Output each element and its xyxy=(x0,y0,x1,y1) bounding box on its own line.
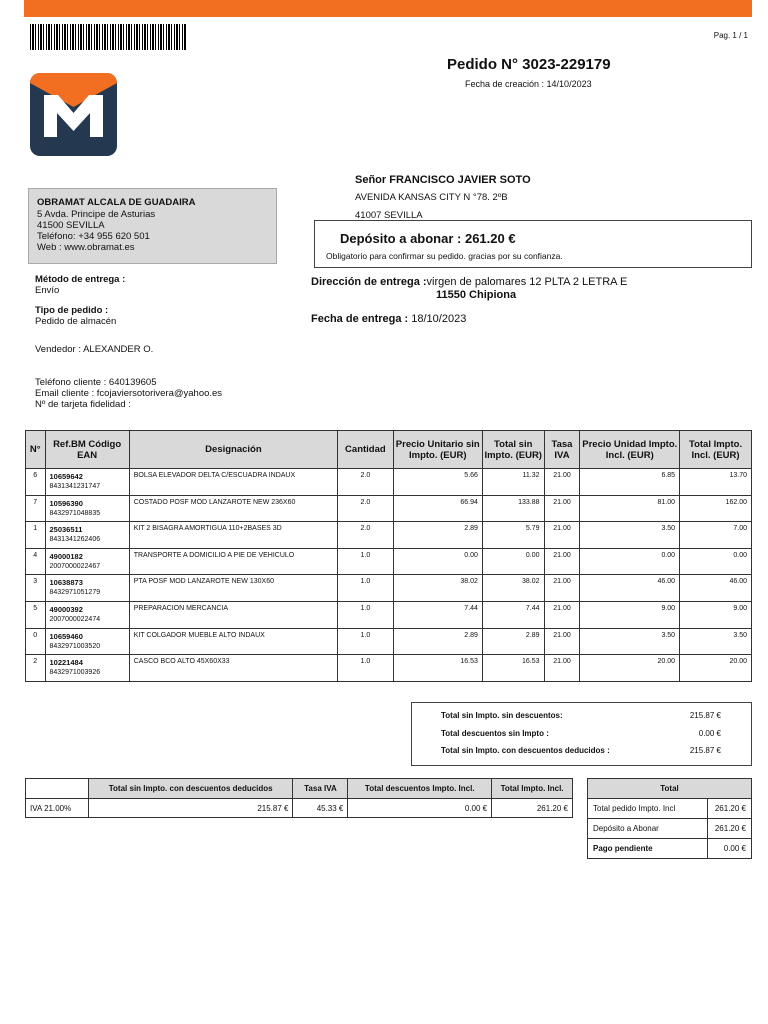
vat-h4: Total Impto. Incl. xyxy=(492,779,573,799)
deposit-box xyxy=(314,220,752,268)
item-n: 5 xyxy=(26,601,46,628)
customer-city: 41007 SEVILLA xyxy=(355,210,423,221)
vat-amount: 45.33 € xyxy=(293,799,348,818)
creation-date: Fecha de creación : 14/10/2023 xyxy=(465,79,592,89)
item-total: 5.79 xyxy=(482,522,544,549)
item-qty: 1.0 xyxy=(338,601,393,628)
delivery-address xyxy=(311,276,627,288)
item-ref xyxy=(45,495,129,522)
item-unit: 2.89 xyxy=(393,522,482,549)
item-qty: 2.0 xyxy=(338,522,393,549)
item-unit: 0.00 xyxy=(393,548,482,575)
seller: Vendedor : ALEXANDER O. xyxy=(35,344,154,355)
vat-h3: Total descuentos Impto. Incl. xyxy=(348,779,492,799)
item-ean: 8432971003926 xyxy=(49,669,101,677)
item-unit: 5.66 xyxy=(393,469,482,496)
order-type xyxy=(35,305,116,327)
page-number: Pag. 1 / 1 xyxy=(713,31,748,40)
vat-label: IVA 21.00% xyxy=(26,799,89,818)
item-ref-code: 49000392 xyxy=(49,604,83,614)
loyalty-card: Nº de tarjeta fidelidad : xyxy=(35,399,131,410)
total-net-row xyxy=(441,711,721,720)
item-desc: BOLSA ELEVADOR DELTA C/ESCUADRA INDAUX xyxy=(129,469,337,496)
item-n: 3 xyxy=(26,575,46,602)
delivery-address-label: Dirección de entrega : xyxy=(311,276,427,288)
item-ref xyxy=(45,601,129,628)
item-vat: 21.00 xyxy=(544,655,580,682)
item-n: 2 xyxy=(26,655,46,682)
summary-v1: 261.20 € xyxy=(708,799,752,819)
item-unit-incl: 6.85 xyxy=(580,469,680,496)
table-row xyxy=(26,469,752,496)
delivery-date-label: Fecha de entrega : xyxy=(311,313,409,325)
item-ref-code: 25036511 xyxy=(49,525,83,535)
col-unit-incl: Precio Unidad Impto. Incl. (EUR) xyxy=(580,431,680,469)
barcode xyxy=(30,24,186,50)
item-qty: 2.0 xyxy=(338,495,393,522)
item-unit-incl: 9.00 xyxy=(580,601,680,628)
total-net-label: Total sin Impto. sin descuentos: xyxy=(441,711,563,720)
store-address-box xyxy=(28,188,277,264)
summary-r3: Pago pendiente xyxy=(588,839,708,859)
item-total-incl: 7.00 xyxy=(680,522,752,549)
vat-disc: 0.00 € xyxy=(348,799,492,818)
totals-box xyxy=(411,702,752,766)
col-total: Total sin Impto. (EUR) xyxy=(482,431,544,469)
top-accent-bar xyxy=(24,0,752,17)
item-total: 133.88 xyxy=(482,495,544,522)
item-total-incl: 20.00 xyxy=(680,655,752,682)
item-total: 38.02 xyxy=(482,575,544,602)
total-after-label: Total sin Impto. con descuentos deducidos : xyxy=(441,746,610,755)
table-row xyxy=(26,655,752,682)
item-desc: TRANSPORTE A DOMICILIO A PIE DE VEHICULO xyxy=(129,548,337,575)
item-unit-incl: 81.00 xyxy=(580,495,680,522)
order-type-value: Pedido de almacén xyxy=(35,316,117,327)
item-ean: 2007000022467 xyxy=(49,562,101,570)
items-table xyxy=(25,430,752,682)
item-ref xyxy=(45,548,129,575)
summary-header: Total xyxy=(588,779,752,799)
item-unit: 66.94 xyxy=(393,495,482,522)
item-vat: 21.00 xyxy=(544,495,580,522)
item-unit: 2.89 xyxy=(393,628,482,655)
customer-phone: Teléfono cliente : 640139605 xyxy=(35,377,157,388)
delivery-address-value: virgen de palomares 12 PLTA 2 LETRA E xyxy=(426,276,628,288)
store-city: 41500 SEVILLA xyxy=(37,220,105,231)
item-desc: COSTADO POSF MOD LANZAROTE NEW 236X60 xyxy=(129,495,337,522)
item-unit-incl: 0.00 xyxy=(580,548,680,575)
item-desc: PTA POSF MOD LANZAROTE NEW 130X60 xyxy=(129,575,337,602)
delivery-postal: 11550 Chipiona xyxy=(436,289,517,301)
item-vat: 21.00 xyxy=(544,628,580,655)
item-ref-code: 10659460 xyxy=(49,631,83,641)
item-unit: 38.02 xyxy=(393,575,482,602)
item-ref-code: 10596390 xyxy=(49,498,83,508)
item-unit-incl: 3.50 xyxy=(580,522,680,549)
item-ean: 8432971003520 xyxy=(49,642,101,650)
delivery-method-value: Envío xyxy=(35,285,60,296)
item-ref-code: 10221484 xyxy=(49,658,83,668)
item-total-incl: 3.50 xyxy=(680,628,752,655)
table-row xyxy=(26,522,752,549)
item-vat: 21.00 xyxy=(544,548,580,575)
item-n: 1 xyxy=(26,522,46,549)
item-unit-incl: 3.50 xyxy=(580,628,680,655)
col-vat: Tasa IVA xyxy=(544,431,580,469)
item-total: 2.89 xyxy=(482,628,544,655)
col-n: N° xyxy=(26,431,46,469)
col-desc: Designación xyxy=(129,431,337,469)
item-n: 0 xyxy=(26,628,46,655)
vat-table xyxy=(25,778,573,818)
deposit-note: Obligatorio para confirmar su pedido. gracias por su confianza. xyxy=(326,251,563,261)
item-ean: 8432971051279 xyxy=(49,589,101,597)
delivery-date-value: 18/10/2023 xyxy=(411,313,467,325)
item-unit-incl: 20.00 xyxy=(580,655,680,682)
item-ref xyxy=(45,628,129,655)
item-total-incl: 162.00 xyxy=(680,495,752,522)
order-type-label: Tipo de pedido : xyxy=(35,305,109,316)
summary-table xyxy=(587,778,752,859)
col-qty: Cantidad xyxy=(338,431,393,469)
vat-base: 215.87 € xyxy=(88,799,293,818)
vat-row xyxy=(26,799,573,818)
item-ref xyxy=(45,469,129,496)
item-total: 7.44 xyxy=(482,601,544,628)
delivery-date xyxy=(311,313,466,325)
item-desc: PREPARACION MERCANCIA xyxy=(129,601,337,628)
customer-name: Señor FRANCISCO JAVIER SOTO xyxy=(355,174,531,186)
item-n: 4 xyxy=(26,548,46,575)
delivery-method xyxy=(35,274,125,296)
total-net-value: 215.87 € xyxy=(689,711,721,720)
item-total: 11.32 xyxy=(482,469,544,496)
summary-r2: Depósito a Abonar xyxy=(588,819,708,839)
summary-row-total xyxy=(588,799,752,819)
vat-corner xyxy=(26,779,89,799)
item-ean: 8431341262406 xyxy=(49,536,101,544)
item-ean: 8431341231747 xyxy=(49,483,101,490)
store-street: 5 Avda. Principe de Asturias xyxy=(37,209,156,220)
item-qty: 1.0 xyxy=(338,628,393,655)
customer-address xyxy=(355,171,531,225)
table-row xyxy=(26,601,752,628)
store-name: OBRAMAT ALCALA DE GUADAIRA xyxy=(37,197,196,208)
item-total-incl: 13.70 xyxy=(680,469,752,496)
vat-h1: Total sin Impto. con descuentos deducidos xyxy=(88,779,293,799)
col-ref: Ref.BM Código EAN xyxy=(45,431,129,469)
item-desc: KIT COLGADOR MUEBLE ALTO INDAUX xyxy=(129,628,337,655)
summary-row-deposit xyxy=(588,819,752,839)
delivery-method-label: Método de entrega : xyxy=(35,274,126,285)
obramat-logo xyxy=(30,73,117,156)
item-vat: 21.00 xyxy=(544,601,580,628)
table-row xyxy=(26,548,752,575)
total-disc-value: 0.00 € xyxy=(698,729,721,738)
item-total-incl: 0.00 xyxy=(680,548,752,575)
item-ref xyxy=(45,655,129,682)
summary-v3: 0.00 € xyxy=(708,839,752,859)
col-total-incl: Total Impto. Incl. (EUR) xyxy=(680,431,752,469)
item-vat: 21.00 xyxy=(544,575,580,602)
item-ref xyxy=(45,575,129,602)
item-total-incl: 9.00 xyxy=(680,601,752,628)
item-qty: 1.0 xyxy=(338,575,393,602)
item-ean: 8432971048835 xyxy=(49,509,101,517)
item-total: 16.53 xyxy=(482,655,544,682)
deposit-amount: Depósito a abonar : 261.20 € xyxy=(340,231,516,246)
item-ref-code: 10638873 xyxy=(49,578,83,588)
item-ref xyxy=(45,522,129,549)
item-ean: 2007000022474 xyxy=(49,615,101,623)
total-disc-row xyxy=(441,729,721,738)
item-n: 7 xyxy=(26,495,46,522)
item-ref-code: 10659642 xyxy=(49,472,83,481)
item-unit: 16.53 xyxy=(393,655,482,682)
customer-street: AVENIDA KANSAS CITY N °78. 2ºB xyxy=(355,192,508,203)
table-row xyxy=(26,628,752,655)
item-total-incl: 46.00 xyxy=(680,575,752,602)
total-after-row xyxy=(441,746,721,755)
customer-email: Email cliente : fcojaviersotorivera@yahoo.es xyxy=(35,388,223,399)
item-unit: 7.44 xyxy=(393,601,482,628)
table-row xyxy=(26,495,752,522)
table-row xyxy=(26,575,752,602)
item-qty: 1.0 xyxy=(338,655,393,682)
item-unit-incl: 46.00 xyxy=(580,575,680,602)
item-n: 6 xyxy=(26,469,46,496)
col-unit: Precio Unitario sin Impto. (EUR) xyxy=(393,431,482,469)
summary-row-pending xyxy=(588,839,752,859)
item-qty: 1.0 xyxy=(338,548,393,575)
vat-h2: Tasa IVA xyxy=(293,779,348,799)
item-vat: 21.00 xyxy=(544,522,580,549)
customer-contact xyxy=(35,377,222,410)
summary-r1: Total pedido Impto. Incl xyxy=(588,799,708,819)
item-qty: 2.0 xyxy=(338,469,393,496)
store-web: Web : www.obramat.es xyxy=(37,242,135,253)
store-phone: Teléfono: +34 955 620 501 xyxy=(37,231,150,242)
item-desc: CASCO BCO ALTO 45X60X33 xyxy=(129,655,337,682)
total-disc-label: Total descuentos sin Impto : xyxy=(441,729,549,738)
items-header-row xyxy=(26,431,752,469)
item-ref-code: 49000182 xyxy=(49,551,83,561)
order-title: Pedido N° 3023-229179 xyxy=(447,56,611,73)
total-after-value: 215.87 € xyxy=(689,746,721,755)
item-vat: 21.00 xyxy=(544,469,580,496)
item-desc: KIT 2 BISAGRA AMORTIGUA 110+2BASES 3D xyxy=(129,522,337,549)
item-total: 0.00 xyxy=(482,548,544,575)
vat-total: 261.20 € xyxy=(492,799,573,818)
summary-v2: 261.20 € xyxy=(708,819,752,839)
